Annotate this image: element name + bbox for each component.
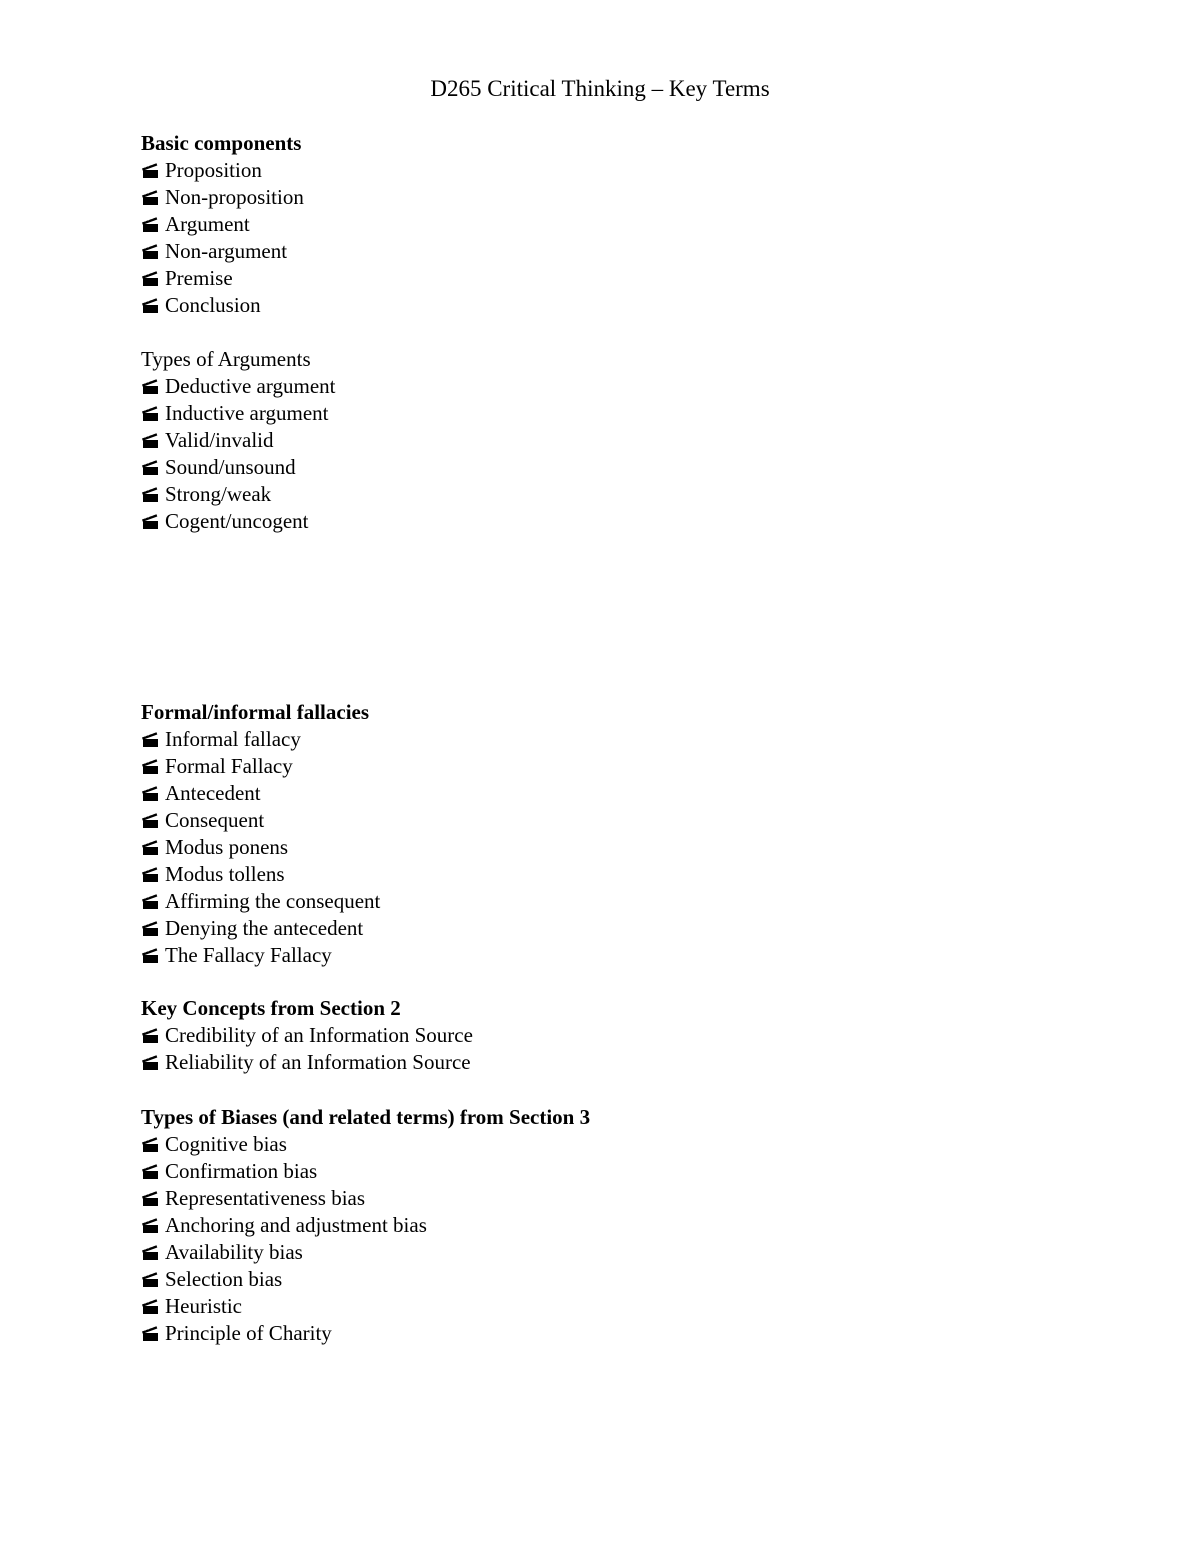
list-item <box>141 373 335 400</box>
section-heading: Key Concepts from Section 2 <box>141 996 401 1020</box>
clapperboard-icon <box>141 942 165 969</box>
clapperboard-icon <box>141 1239 165 1266</box>
term-label: Reliability of an Information Source <box>165 1050 471 1074</box>
list-item <box>141 211 304 238</box>
list-item <box>141 184 304 211</box>
clapperboard-icon <box>141 1266 165 1293</box>
list-item <box>141 807 380 834</box>
clapperboard-icon <box>141 1158 165 1185</box>
list-item <box>141 1158 590 1185</box>
list-item <box>141 1212 590 1239</box>
clapperboard-icon <box>141 780 165 807</box>
term-label: Antecedent <box>165 781 261 805</box>
term-label: Valid/invalid <box>165 428 274 452</box>
list-item <box>141 400 335 427</box>
list-item <box>141 1185 590 1212</box>
list-item <box>141 1049 473 1076</box>
term-label: Cognitive bias <box>165 1132 287 1156</box>
term-label: Affirming the consequent <box>165 889 381 913</box>
list-item <box>141 834 380 861</box>
clapperboard-icon <box>141 888 165 915</box>
clapperboard-icon <box>141 1022 165 1049</box>
term-list <box>141 1131 590 1347</box>
list-item <box>141 888 380 915</box>
list-item <box>141 292 304 319</box>
clapperboard-icon <box>141 211 165 238</box>
list-item <box>141 454 335 481</box>
list-item <box>141 238 304 265</box>
list-item <box>141 1022 473 1049</box>
term-label: Strong/weak <box>165 482 272 506</box>
term-label: Principle of Charity <box>165 1321 332 1345</box>
document-title: D265 Critical Thinking – Key Terms <box>430 76 770 101</box>
list-item <box>141 1266 590 1293</box>
clapperboard-icon <box>141 427 165 454</box>
clapperboard-icon <box>141 753 165 780</box>
clapperboard-icon <box>141 834 165 861</box>
term-list <box>141 1022 473 1076</box>
clapperboard-icon <box>141 454 165 481</box>
term-label: Selection bias <box>165 1267 283 1291</box>
term-label: Premise <box>165 266 233 290</box>
section-heading: Formal/informal fallacies <box>141 700 370 724</box>
term-label: Formal Fallacy <box>165 754 293 778</box>
list-item <box>141 427 335 454</box>
clapperboard-icon <box>141 726 165 753</box>
list-item <box>141 942 380 969</box>
clapperboard-icon <box>141 481 165 508</box>
list-item <box>141 481 335 508</box>
clapperboard-icon <box>141 292 165 319</box>
list-item <box>141 508 335 535</box>
term-label: Deductive argument <box>165 374 336 398</box>
list-item <box>141 1131 590 1158</box>
list-item <box>141 1320 590 1347</box>
clapperboard-icon <box>141 915 165 942</box>
section <box>141 346 335 535</box>
clapperboard-icon <box>141 157 165 184</box>
clapperboard-icon <box>141 184 165 211</box>
term-label: Argument <box>165 212 250 236</box>
list-item <box>141 861 380 888</box>
list-item <box>141 1239 590 1266</box>
clapperboard-icon <box>141 1320 165 1347</box>
term-label: Conclusion <box>165 293 261 317</box>
clapperboard-icon <box>141 400 165 427</box>
term-label: The Fallacy Fallacy <box>165 943 332 967</box>
section-heading: Types of Arguments <box>141 347 311 371</box>
clapperboard-icon <box>141 373 165 400</box>
term-list <box>141 157 304 319</box>
term-label: Consequent <box>165 808 265 832</box>
clapperboard-icon <box>141 861 165 888</box>
clapperboard-icon <box>141 265 165 292</box>
clapperboard-icon <box>141 1049 165 1076</box>
term-label: Credibility of an Information Source <box>165 1023 473 1047</box>
term-label: Confirmation bias <box>165 1159 318 1183</box>
list-item <box>141 726 380 753</box>
list-item <box>141 265 304 292</box>
term-label: Sound/unsound <box>165 455 296 479</box>
term-list <box>141 726 380 969</box>
term-label: Modus ponens <box>165 835 289 859</box>
list-item <box>141 915 380 942</box>
section <box>141 995 473 1076</box>
clapperboard-icon <box>141 1293 165 1320</box>
term-label: Non-argument <box>165 239 288 263</box>
term-list <box>141 373 335 535</box>
term-label: Proposition <box>165 158 262 182</box>
term-label: Modus tollens <box>165 862 285 886</box>
term-label: Informal fallacy <box>165 727 301 751</box>
term-label: Non-proposition <box>165 185 304 209</box>
section <box>141 130 304 319</box>
clapperboard-icon <box>141 1212 165 1239</box>
list-item <box>141 753 380 780</box>
section <box>141 1104 590 1347</box>
term-label: Availability bias <box>165 1240 303 1264</box>
clapperboard-icon <box>141 1131 165 1158</box>
section-heading: Types of Biases (and related terms) from Section 3 <box>141 1105 591 1129</box>
term-label: Heuristic <box>165 1294 242 1318</box>
clapperboard-icon <box>141 1185 165 1212</box>
list-item <box>141 780 380 807</box>
clapperboard-icon <box>141 508 165 535</box>
list-item <box>141 157 304 184</box>
term-label: Cogent/uncogent <box>165 509 309 533</box>
section-heading: Basic components <box>141 131 302 155</box>
term-label: Representativeness bias <box>165 1186 366 1210</box>
term-label: Inductive argument <box>165 401 329 425</box>
section <box>141 699 380 969</box>
list-item <box>141 1293 590 1320</box>
clapperboard-icon <box>141 238 165 265</box>
term-label: Denying the antecedent <box>165 916 364 940</box>
clapperboard-icon <box>141 807 165 834</box>
term-label: Anchoring and adjustment bias <box>165 1213 427 1237</box>
